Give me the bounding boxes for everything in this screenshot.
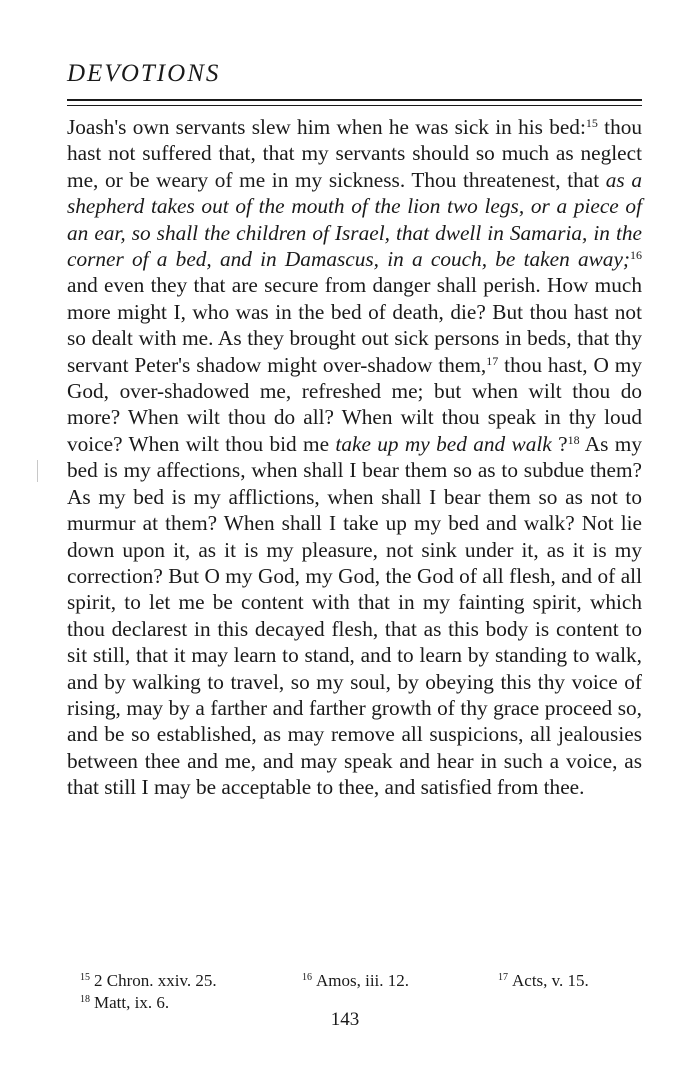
footnote-text: Amos, iii. 12. [316, 971, 410, 990]
body-text-segment: As my bed is my affections, when shall I bear them so as to subdue them? As my bed is my afflictions, when shall I bear them so as not to murmur at them? When shall I take up my bed and walk? Not lie down upon it, as it is my pleasure, not sink under it, as it is my correction? But O my God, my God, the God of all flesh, and of all spirit, to let me be content with that in my fainting spirit, which thou declarest in this decayed flesh, that as this body is content to sit still, that it may learn to stand, and to learn by standing to walk, and by walking to travel, so my soul, by obeying this thy voice of rising, may by a farther and farther growth of thy grace proceed so, and be so established, as may remove all suspicions, all jealousies between thee and me, and may speak and hear in such a voice, as that still I may be acceptable to thee, and satisfied from thee. [67, 431, 642, 800]
footnote-text: 2 Chron. xxiv. 25. [94, 971, 217, 990]
body-paragraph [67, 114, 642, 801]
scripture-quote: take up my bed and walk [335, 431, 552, 456]
footnote-ref-18[interactable]: 18 [567, 432, 580, 447]
footnote-text: Matt, ix. 6. [94, 993, 170, 1012]
body-text-segment: thou hast, O my God, over-shadowed me, refreshed me; but when wilt thou do more? When wilt thou do all? When wilt thou speak in thy loud voice? When wilt thou bid me [67, 352, 642, 456]
footnote-15 [80, 970, 217, 992]
body-text-segment: Joash's own servants slew him when he was sick in his bed: [67, 115, 586, 139]
body-text-segment: thou hast not suffered that, that my servants should so much as neglect me, or be weary of me in my sickness. Thou threatenest, that [67, 115, 643, 192]
footnote-16 [302, 970, 409, 992]
footnote-17 [498, 970, 589, 992]
header-rule-thick [67, 99, 642, 101]
footnotes [80, 970, 640, 1014]
scripture-quote: as a shepherd takes out of the mouth of the lion two legs, or a piece of an ear, so shall the children of Israel, that dwell in Samaria, in the corner of a bed, and in Damascus, in a couch, be taken away; [67, 167, 642, 272]
body-text-segment: ? [551, 431, 568, 456]
footnote-marker: 18 [80, 994, 90, 1005]
footnote-marker: 17 [498, 972, 508, 983]
body-text-segment: and even they that are secure from danger shall perish. How much more might I, who was in the bed of death, die? But thou hast not so dealt with me. As they brought out sick persons in beds, that thy servant Peter's shadow might over-shadow them, [67, 273, 642, 377]
footnote-ref-16[interactable]: 16 [630, 248, 642, 263]
footnote-row [80, 970, 640, 992]
running-title: DEVOTIONS [67, 60, 221, 87]
footnote-marker: 15 [80, 972, 90, 983]
footnote-marker: 16 [302, 972, 312, 983]
footnote-text: Acts, v. 15. [512, 971, 589, 990]
header-rule-thin [67, 105, 642, 106]
margin-mark [37, 460, 38, 482]
footnote-ref-17[interactable]: 17 [486, 353, 499, 368]
page-number: 143 [330, 1009, 360, 1030]
footnote-ref-15[interactable]: 15 [585, 116, 598, 130]
